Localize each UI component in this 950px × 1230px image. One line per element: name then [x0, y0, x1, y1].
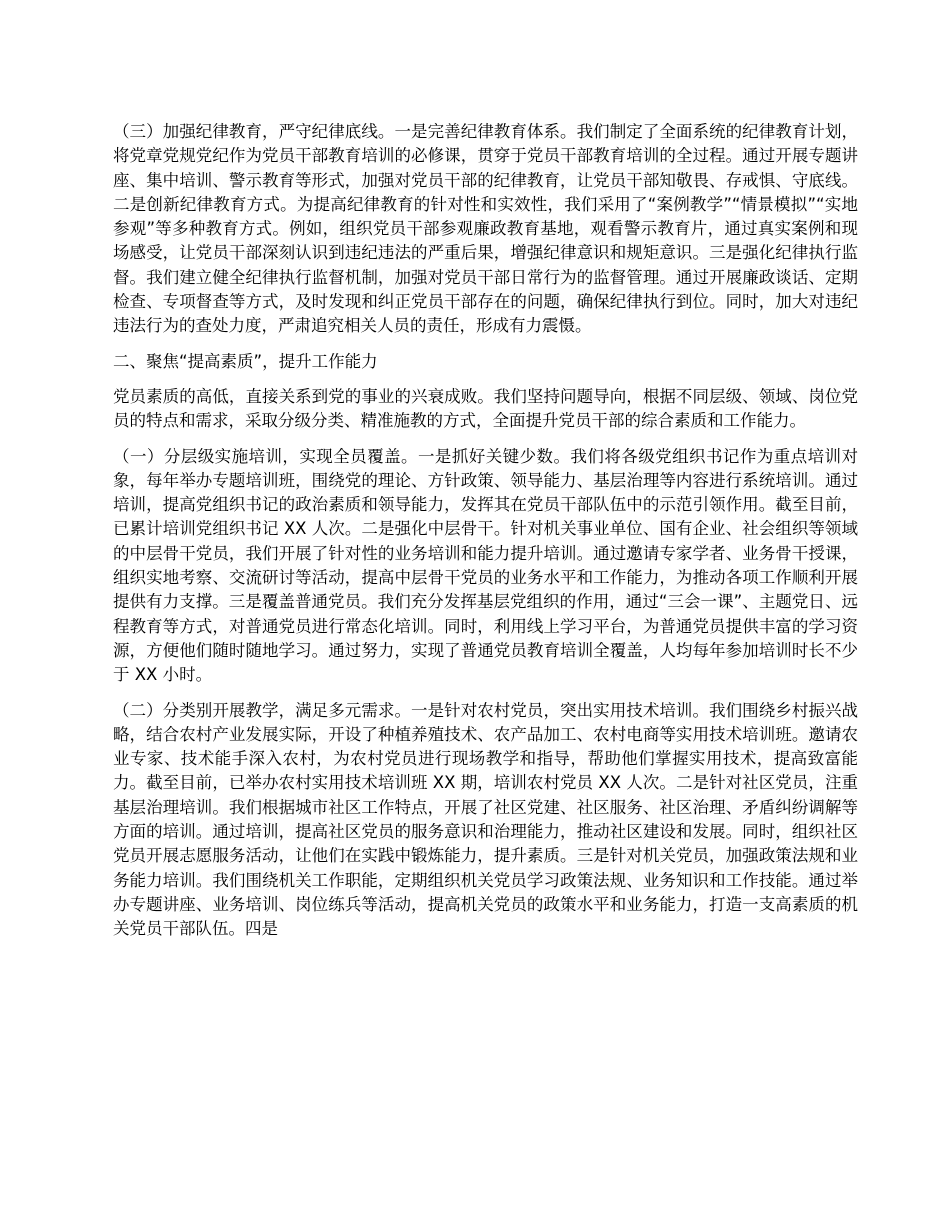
- paragraph-discipline-education: （三）加强纪律教育，严守纪律底线。一是完善纪律教育体系。我们制定了全面系统的纪律教育计划，将党章党规党纪作为党员干部教育培训的必修课，贯穿于党员干部教育培训的全过程。通过开展专题讲座、集中培训、警示教育等形式，加强对党员干部的纪律教育，让党员干部知敬畏、存戒惧、守底线。二是创新纪律教育方式。为提高纪律教育的针对性和实效性，我们采用了“案例教学”“情景模拟”“实地参观”等多种教育方式。例如，组织党员干部参观廉政教育基地，观看警示教育片，通过真实案例和现场感受，让党员干部深刻认识到违纪违法的严重后果，增强纪律意识和规矩意识。三是强化纪律执行监督。我们建立健全纪律执行监督机制，加强对党员干部日常行为的监督管理。通过开展廉政谈话、定期检查、专项督查等方式，及时发现和纠正党员干部存在的问题，确保纪律执行到位。同时，加大对违纪违法行为的查处力度，严肃追究相关人员的责任，形成有力震慑。: [113, 122, 858, 336]
- document-body: [113, 120, 858, 953]
- section-heading-improve-quality: 二、聚焦“提高素质”，提升工作能力: [113, 351, 378, 371]
- paragraph-tiered-training: （一）分层级实施培训，实现全员覆盖。一是抓好关键少数。我们将各级党组织书记作为重点培训对象，每年举办专题培训班，围绕党的理论、方针政策、领导能力、基层治理等内容进行系统培训。通过培训，提高党组织书记的政治素质和领导能力，发挥其在党员干部队伍中的示范引领作用。截至目前，已累计培训党组织书记 XX 人次。二是强化中层骨干。针对机关事业单位、国有企业、社会组织等领域的中层骨干党员，我们开展了针对性的业务培训和能力提升培训。通过邀请专家学者、业务骨干授课，组织实地考察、交流研讨等活动，提高中层骨干党员的业务水平和工作能力，为推动各项工作顺利开展提供有力支撑。三是覆盖普通党员。我们充分发挥基层党组织的作用，通过“三会一课”、主题党日、远程教育等方式，对普通党员进行常态化培训。同时，利用线上学习平台，为普通党员提供丰富的学习资源，方便他们随时随地学习。通过努力，实现了普通党员教育培训全覆盖，人均每年参加培训时长不少于 XX 小时。: [113, 446, 858, 685]
- paragraph-quality-intro: 党员素质的高低，直接关系到党的事业的兴衰成败。我们坚持问题导向，根据不同层级、领域、岗位党员的特点和需求，采取分级分类、精准施教的方式，全面提升党员干部的综合素质和工作能力。: [113, 386, 858, 431]
- paragraph-categorized-teaching: （二）分类别开展教学，满足多元需求。一是针对农村党员，突出实用技术培训。我们围绕乡村振兴战略，结合农村产业发展实际，开设了种植养殖技术、农产品加工、农村电商等实用技术培训班。邀请农业专家、技术能手深入农村，为农村党员进行现场教学和指导，帮助他们掌握实用技术，提高致富能力。截至目前，已举办农村实用技术培训班 XX 期，培训农村党员 XX 人次。二是针对社区党员，注重基层治理培训。我们根据城市社区工作特点，开展了社区党建、社区服务、社区治理、矛盾纠纷调解等方面的培训。通过培训，提高社区党员的服务意识和治理能力，推动社区建设和发展。同时，组织社区党员开展志愿服务活动，让他们在实践中锻炼能力，提升素质。三是针对机关党员，加强政策法规和业务能力培训。我们围绕机关工作职能，定期组织机关党员学习政策法规、业务知识和工作技能。通过举办专题讲座、业务培训、岗位练兵等活动，提高机关党员的政策水平和业务能力，打造一支高素质的机关党员干部队伍。四是: [113, 700, 858, 939]
